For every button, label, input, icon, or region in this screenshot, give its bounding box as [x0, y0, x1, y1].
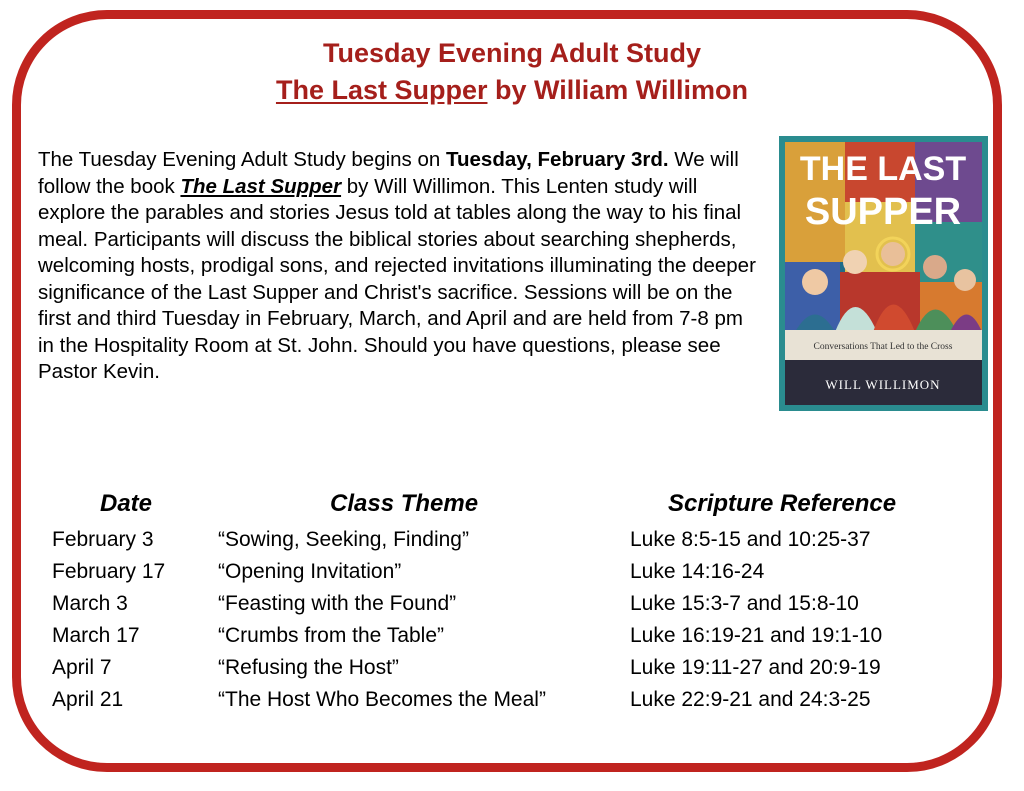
row-reference: Luke 22:9-21 and 24:3-25: [630, 688, 871, 711]
table-row: [0, 560, 1024, 592]
row-date: February 3: [52, 528, 154, 551]
row-theme: “Opening Invitation”: [218, 560, 402, 583]
column-header-date: Date: [100, 490, 153, 517]
page-title: Tuesday Evening Adult Study: [322, 38, 702, 68]
intro-paragraph: [38, 147, 760, 386]
author-byline: by William Willimon: [487, 75, 749, 105]
schedule-table: [0, 528, 1024, 720]
row-date: April 7: [52, 656, 112, 679]
cover-author: WILL WILLIMON: [825, 377, 941, 392]
book-cover-image: [779, 136, 988, 411]
book-title-inline: The Last Supper: [180, 174, 342, 198]
cover-title-top: THE LAST: [799, 150, 967, 188]
row-reference: Luke 19:11-27 and 20:9-19: [630, 656, 881, 679]
intro-text-3: by Will Willimon. This Lenten study will explore the parables and stories Jesus told at tables along the way to his final meal. Participants will discuss the biblical stories about searching shepherds, welcoming hosts, prodigal sons, and rejected invitations illuminating the deeper significance of the Last Supper and Christ's sacrifice. Sessions will be on the first and third Tuesday in February, March, and April and are held from 7-8 pm in the Hospitality Room at St. John. Should you have questions, please see Pastor Kevin.: [38, 174, 756, 383]
row-theme: “Feasting with the Found”: [218, 592, 457, 615]
row-reference: Luke 14:16-24: [630, 560, 765, 583]
row-theme: “The Host Who Becomes the Meal”: [218, 688, 546, 711]
table-row: [0, 624, 1024, 656]
row-theme: “Sowing, Seeking, Finding”: [218, 528, 469, 551]
table-row: [0, 592, 1024, 624]
cover-subtitle: Conversations That Led to the Cross: [813, 342, 953, 352]
row-date: March 17: [52, 624, 140, 647]
intro-text-1: The Tuesday Evening Adult Study begins on: [38, 148, 446, 171]
cover-title-bottom: SUPPER: [804, 191, 962, 233]
table-row: [0, 656, 1024, 688]
book-title-line: [0, 75, 1024, 106]
row-date: March 3: [52, 592, 128, 615]
row-reference: Luke 8:5-15 and 10:25-37: [630, 528, 871, 551]
column-header-theme: Class Theme: [330, 490, 479, 517]
book-title-underlined: The Last Supper: [275, 75, 488, 105]
table-row: [0, 528, 1024, 560]
row-theme: “Crumbs from the Table”: [218, 624, 445, 647]
row-reference: Luke 15:3-7 and 15:8-10: [630, 592, 859, 615]
row-reference: Luke 16:19-21 and 19:1-10: [630, 624, 883, 647]
row-date: April 21: [52, 688, 124, 711]
row-theme: “Refusing the Host”: [218, 656, 399, 679]
table-row: [0, 688, 1024, 720]
start-date-bold: Tuesday, February 3rd.: [446, 148, 669, 171]
intro-text-2: We will follow the book: [38, 148, 739, 198]
row-date: February 17: [52, 560, 166, 583]
column-header-reference: Scripture Reference: [668, 490, 897, 517]
